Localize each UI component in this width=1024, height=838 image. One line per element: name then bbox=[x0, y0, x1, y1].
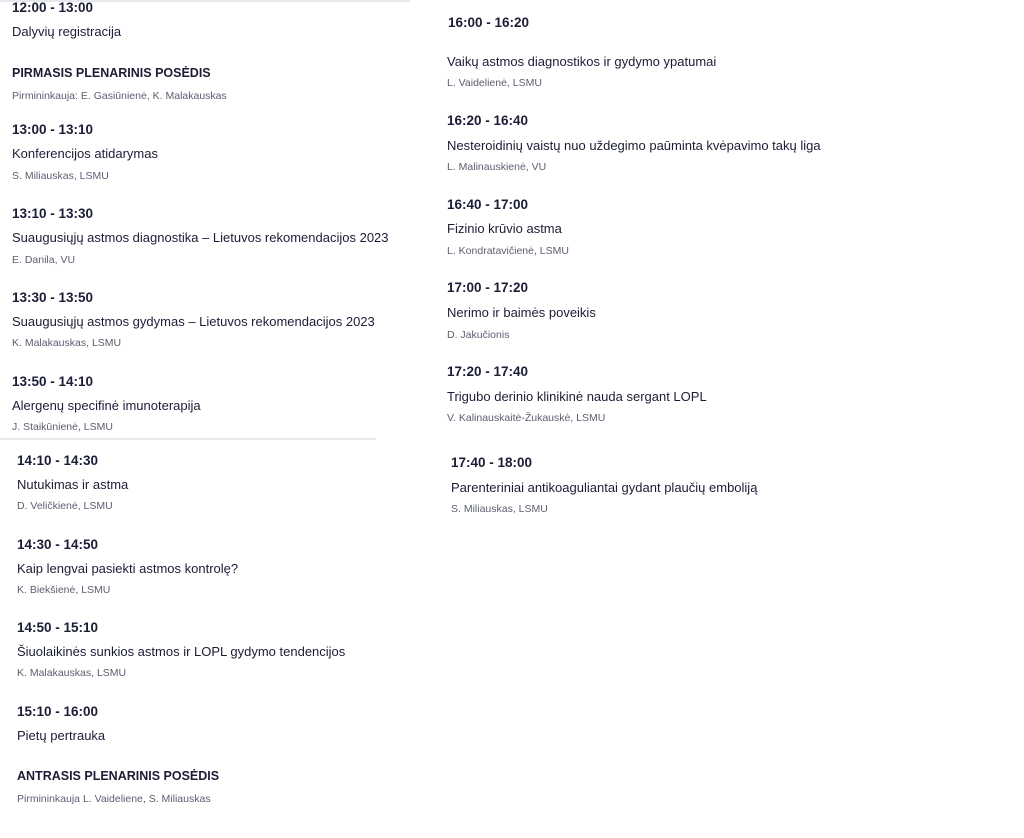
speaker-name: L. Kondratavičienė, LSMU bbox=[447, 245, 569, 257]
speaker-name: E. Danila, VU bbox=[12, 254, 76, 266]
talk-title: Nesteroidinių vaistų nuo uždegimo paūminta kvėpavimo takų liga bbox=[447, 138, 821, 153]
speaker-name: K. Biekšienė, LSMU bbox=[17, 584, 111, 596]
agenda-item-speaker-wrap bbox=[447, 161, 546, 173]
break-title: Pietų pertrauka bbox=[17, 728, 106, 743]
speaker-name: V. Kalinauskaitė-Žukauskė, LSMU bbox=[447, 412, 606, 424]
talk-title: Trigubo derinio klinikinė nauda sergant LOPL bbox=[447, 389, 707, 404]
talk-title: Suaugusiųjų astmos gydymas – Lietuvos rekomendacijos 2023 bbox=[12, 314, 375, 329]
agenda-item bbox=[448, 15, 529, 30]
agenda-item-speaker-wrap bbox=[12, 254, 75, 266]
speaker-name: K. Malakauskas, LSMU bbox=[17, 667, 127, 679]
agenda-item bbox=[447, 197, 528, 212]
agenda-item-title-wrap bbox=[447, 54, 716, 69]
agenda-item-speaker-wrap bbox=[447, 329, 509, 341]
agenda-item bbox=[12, 374, 93, 389]
time-label: 13:10 - 13:30 bbox=[12, 206, 94, 221]
agenda-item bbox=[12, 290, 93, 305]
agenda-item-title-wrap bbox=[447, 221, 562, 236]
speaker-name: J. Staikūnienė, LSMU bbox=[12, 421, 113, 433]
time-label: 17:20 - 17:40 bbox=[447, 364, 529, 379]
agenda-item-title-wrap bbox=[12, 314, 375, 329]
speaker-name: L. Vaidelienė, LSMU bbox=[447, 77, 542, 89]
time-label: 16:20 - 16:40 bbox=[447, 113, 529, 128]
agenda-item-speaker-wrap bbox=[451, 503, 548, 515]
speaker-name: K. Malakauskas, LSMU bbox=[12, 337, 122, 349]
agenda-item bbox=[17, 537, 98, 552]
registration-block bbox=[12, 0, 93, 15]
agenda-item bbox=[17, 620, 98, 635]
time-label: 13:50 - 14:10 bbox=[12, 374, 94, 389]
agenda-item-title-wrap bbox=[17, 561, 238, 576]
agenda-item-title-wrap bbox=[451, 480, 757, 495]
talk-title: Nerimo ir baimės poveikis bbox=[447, 305, 596, 320]
session-chairs: Pirmininkauja L. Vaideliene, S. Miliauskas bbox=[17, 793, 211, 805]
agenda-item-speaker-wrap bbox=[17, 500, 113, 512]
speaker-name: D. Jakučionis bbox=[447, 329, 510, 341]
agenda-item-speaker-wrap bbox=[447, 245, 569, 257]
talk-title: Konferencijos atidarymas bbox=[12, 146, 158, 161]
program-panel-left-top bbox=[0, 0, 410, 440]
session-chairs: Pirmininkauja: E. Gasiūnienė, K. Malakauskas bbox=[12, 90, 227, 102]
agenda-item-speaker-wrap bbox=[12, 170, 109, 182]
talk-title: Parenteriniai antikoaguliantai gydant plaučių emboliją bbox=[451, 480, 758, 495]
time-label: 15:10 - 16:00 bbox=[17, 704, 99, 719]
talk-title: Fizinio krūvio astma bbox=[447, 221, 562, 236]
talk-title: Kaip lengvai pasiekti astmos kontrolę? bbox=[17, 561, 239, 576]
program-panel-left-bottom bbox=[0, 440, 420, 838]
agenda-item bbox=[447, 364, 528, 379]
plenary-session-2-heading bbox=[17, 769, 219, 783]
agenda-item-title-wrap bbox=[17, 644, 345, 659]
agenda-item-speaker-wrap bbox=[12, 421, 113, 433]
time-label: 13:30 - 13:50 bbox=[12, 290, 94, 305]
speaker-name: D. Veličkienė, LSMU bbox=[17, 500, 113, 512]
plenary-session-title: ANTRASIS PLENARINIS POSĖDIS bbox=[17, 769, 220, 783]
talk-title: Nutukimas ir astma bbox=[17, 477, 129, 492]
time-label: 14:30 - 14:50 bbox=[17, 537, 99, 552]
agenda-item bbox=[12, 206, 93, 221]
time-label: 13:00 - 13:10 bbox=[12, 122, 94, 137]
talk-title: Vaikų astmos diagnostikos ir gydymo ypatumai bbox=[447, 54, 717, 69]
agenda-item bbox=[447, 280, 528, 295]
agenda-item-speaker-wrap bbox=[447, 412, 605, 424]
time-label: 16:00 - 16:20 bbox=[448, 15, 530, 30]
agenda-item-speaker-wrap bbox=[17, 667, 126, 679]
talk-title: Alergenų specifinė imunoterapija bbox=[12, 398, 201, 413]
agenda-item-title-wrap bbox=[447, 138, 821, 153]
agenda-item bbox=[447, 113, 528, 128]
time-label: 17:00 - 17:20 bbox=[447, 280, 529, 295]
plenary-session-2-chairs bbox=[17, 793, 211, 805]
session-title: Dalyvių registracija bbox=[12, 24, 122, 39]
time-label: 14:10 - 14:30 bbox=[17, 453, 99, 468]
agenda-item-title-wrap bbox=[447, 389, 707, 404]
time-label: 16:40 - 17:00 bbox=[447, 197, 529, 212]
time-label: 17:40 - 18:00 bbox=[451, 455, 533, 470]
speaker-name: S. Miliauskas, LSMU bbox=[12, 170, 109, 182]
agenda-item-title-wrap bbox=[447, 305, 596, 320]
plenary-session-1-chairs bbox=[12, 90, 227, 102]
agenda-item-speaker-wrap bbox=[17, 584, 110, 596]
agenda-item bbox=[12, 122, 93, 137]
agenda-item bbox=[451, 455, 532, 470]
speaker-name: S. Miliauskas, LSMU bbox=[451, 503, 548, 515]
talk-title: Šiuolaikinės sunkios astmos ir LOPL gydymo tendencijos bbox=[17, 644, 346, 659]
lunch-title-wrap bbox=[17, 728, 105, 743]
plenary-session-title: PIRMASIS PLENARINIS POSĖDIS bbox=[12, 66, 211, 80]
agenda-item-title-wrap bbox=[17, 477, 128, 492]
agenda-item-title-wrap bbox=[12, 398, 201, 413]
registration-title-wrap bbox=[12, 24, 121, 39]
talk-title: Suaugusiųjų astmos diagnostika – Lietuvos rekomendacijos 2023 bbox=[12, 230, 389, 245]
time-label: 12:00 - 13:00 bbox=[12, 0, 94, 15]
agenda-item-speaker-wrap bbox=[12, 337, 121, 349]
speaker-name: L. Malinauskienė, VU bbox=[447, 161, 547, 173]
lunch-block bbox=[17, 704, 98, 719]
time-label: 14:50 - 15:10 bbox=[17, 620, 99, 635]
agenda-item bbox=[17, 453, 98, 468]
program-panel-right-top bbox=[440, 0, 1024, 440]
agenda-item-title-wrap bbox=[12, 230, 389, 245]
plenary-session-1-heading bbox=[12, 66, 211, 80]
agenda-item-title-wrap bbox=[12, 146, 158, 161]
program-panel-right-bottom bbox=[440, 440, 1024, 640]
agenda-item-speaker-wrap bbox=[447, 77, 542, 89]
